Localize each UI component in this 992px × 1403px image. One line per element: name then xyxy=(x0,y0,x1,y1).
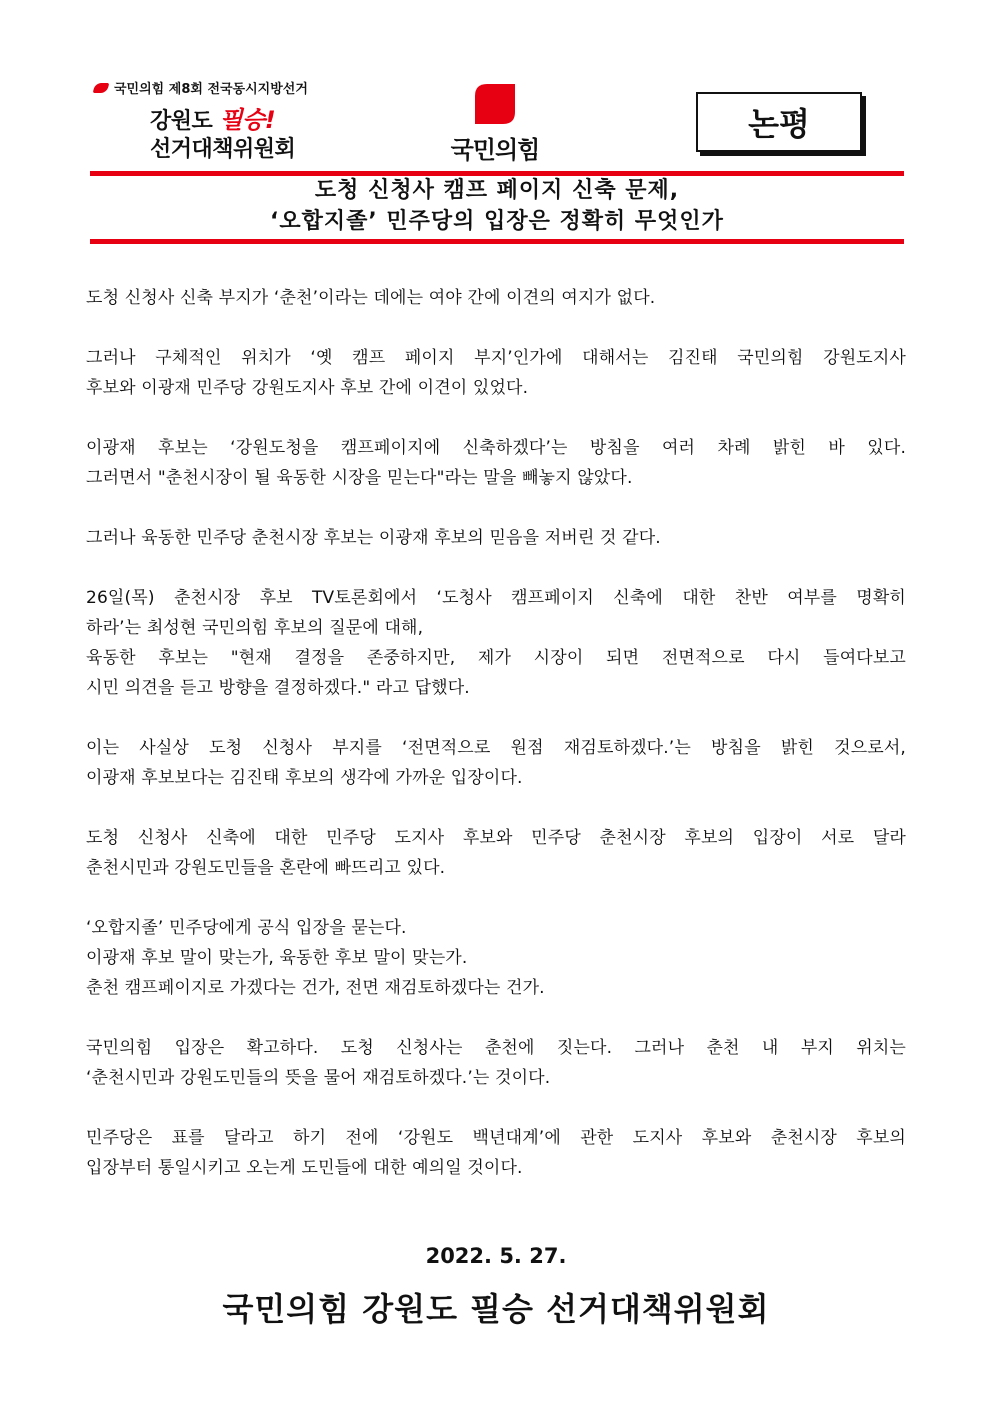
paragraph xyxy=(86,583,906,703)
paragraph-line: 이광재 후보는 ‘강원도청을 캠프페이지에 신축하겠다’는 방침을 여러 차례 밝힌 바 있다. xyxy=(86,438,906,458)
paragraph-line: 26일(목) 춘천시장 후보 TV토론회에서 ‘도청사 캠프페이지 신축에 대한 찬반 여부를 명확히 xyxy=(86,588,906,608)
paragraph xyxy=(86,733,906,793)
doc-type-box xyxy=(696,92,862,152)
paragraph-line: 그러나 구체적인 위치가 ‘옛 캠프 페이지 부지’인가에 대해서는 김진태 국민의힘 강원도지사 xyxy=(86,348,906,368)
paragraph-line: 이광재 후보보다는 김진태 후보의 생각에 가까운 입장이다. xyxy=(86,768,523,788)
paragraph xyxy=(86,1123,906,1183)
party-logo xyxy=(440,84,550,166)
headline-line-2: ‘오합지졸’ 민주당의 입장은 정확히 무엇인가 xyxy=(270,209,724,234)
paragraph xyxy=(86,433,906,493)
headline-rule-bottom xyxy=(90,239,904,244)
party-emblem-icon xyxy=(475,84,515,124)
paragraph-line: 도청 신청사 신축에 대한 민주당 도지사 후보와 민주당 춘천시장 후보의 입장이 서로 달라 xyxy=(86,828,906,848)
party-name: 국민의힘 xyxy=(450,136,540,164)
paragraph-line: 춘천 캠프페이지로 가겠다는 건가, 전면 재검토하겠다는 건가. xyxy=(86,978,545,998)
paragraph-line: ‘춘천시민과 강원도민들의 뜻을 물어 재검토하겠다.’는 것이다. xyxy=(86,1068,551,1088)
campaign-slogan xyxy=(150,100,275,135)
paragraph-line: 시민 의견을 듣고 방향을 결정하겠다." 라고 답했다. xyxy=(86,678,470,698)
paragraph-line: ‘오합지졸’ 민주당에게 공식 입장을 묻는다. xyxy=(86,918,407,938)
paragraph xyxy=(86,523,906,553)
body-text xyxy=(86,283,906,1213)
paragraph-line: 그러나 육동한 민주당 춘천시장 후보는 이광재 후보의 믿음을 저버린 것 같다. xyxy=(86,528,661,548)
paragraph-line: 춘천시민과 강원도민들을 혼란에 빠뜨리고 있다. xyxy=(86,858,446,878)
committee-name: 선거대책위원회 xyxy=(150,137,296,162)
paragraph-line: 하라’는 최성현 국민의힘 후보의 질문에 대해, xyxy=(86,618,424,638)
paragraph-line: 입장부터 통일시키고 오는게 도민들에 대한 예의일 것이다. xyxy=(86,1158,523,1178)
headline-line-1: 도청 신청사 캠프 페이지 신축 문제, xyxy=(314,178,680,203)
footer-signature: 국민의힘 강원도 필승 선거대책위원회 xyxy=(222,1290,770,1328)
slogan-accent: 필승! xyxy=(219,106,276,134)
paragraph-line: 도청 신청사 신축 부지가 ‘춘천’이라는 데에는 여야 간에 이견의 여지가 없다. xyxy=(86,288,656,308)
paragraph-line: 후보와 이광재 민주당 강원도지사 후보 간에 이견이 있었다. xyxy=(86,378,529,398)
release-date: 2022. 5. 27. xyxy=(425,1244,567,1268)
paragraph xyxy=(86,1033,906,1093)
election-title: 국민의힘 제8회 전국동시지방선거 xyxy=(114,82,308,97)
party-mark-icon xyxy=(93,83,110,93)
paragraph xyxy=(86,913,906,1003)
paragraph-line: 이광재 후보 말이 맞는가, 육동한 후보 말이 맞는가. xyxy=(86,948,468,968)
campaign-logo xyxy=(94,78,344,168)
paragraph xyxy=(86,343,906,403)
paragraph-line: 민주당은 표를 달라고 하기 전에 ‘강원도 백년대계’에 관한 도지사 후보와 춘천시장 후보의 xyxy=(86,1128,906,1148)
paragraph xyxy=(86,283,906,313)
headline xyxy=(90,175,904,237)
slogan-prefix: 강원도 xyxy=(150,109,213,134)
doc-type-label: 논평 xyxy=(748,105,810,143)
paragraph-line: 국민의힘 입장은 확고하다. 도청 신청사는 춘천에 짓는다. 그러나 춘천 내 부지 위치는 xyxy=(86,1038,906,1058)
paragraph-line: 이는 사실상 도청 신청사 부지를 ‘전면적으로 원점 재검토하겠다.’는 방침을 밝힌 것으로서, xyxy=(86,738,906,758)
paragraph xyxy=(86,823,906,883)
paragraph-line: 육동한 후보는 "현재 결정을 존중하지만, 제가 시장이 되면 전면적으로 다시 들여다보고 xyxy=(86,648,906,668)
election-line xyxy=(94,78,344,97)
paragraph-line: 그러면서 "춘천시장이 될 육동한 시장을 믿는다"라는 말을 빼놓지 않았다. xyxy=(86,468,633,488)
